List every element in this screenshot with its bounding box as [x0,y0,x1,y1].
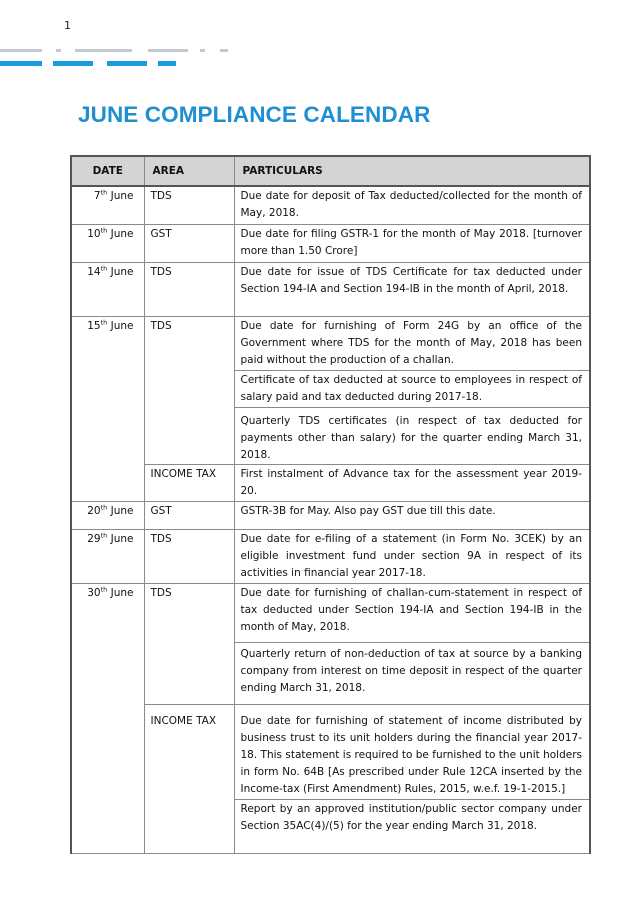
area-cell: INCOME TAX [144,465,234,502]
table-row [71,317,590,371]
header-particulars: PARTICULARS [234,156,590,186]
particulars-cell: Due date for furnishing of Form 24G by an office of the Government where TDS for the month of May, 2018 has been paid without the production of a challan. [234,317,590,371]
area-cell: GST [144,502,234,530]
date-cell: 10th June [71,225,144,263]
table-row [71,530,590,584]
particulars-cell: Due date for deposit of Tax deducted/collected for the month of May, 2018. [234,186,590,225]
particulars-cell: Due date for issue of TDS Certificate for tax deducted under Section 194-IA and Section 194-IB in the month of April, 2018. [234,263,590,317]
header-area: AREA [144,156,234,186]
particulars-cell: GSTR-3B for May. Also pay GST due till this date. [234,502,590,530]
date-cell: 7th June [71,186,144,225]
table-row [71,465,590,502]
date-cell: 20th June [71,502,144,530]
table-row [71,502,590,530]
table-row [71,225,590,263]
area-cell: TDS [144,530,234,584]
particulars-cell: Due date for e-filing of a statement (in Form No. 3CEK) by an eligible investment fund under section 9A in respect of its activities in financial year 2017-18. [234,530,590,584]
date-cell: 15th June [71,317,144,502]
particulars-cell: Certificate of tax deducted at source to employees in respect of salary paid and tax deducted during 2017-18. [234,371,590,408]
header-decoration [0,49,260,69]
particulars-cell: Due date for filing GSTR-1 for the month of May 2018. [turnover more than 1.50 Crore] [234,225,590,263]
date-cell: 14th June [71,263,144,317]
page-title: JUNE COMPLIANCE CALENDAR [78,102,431,127]
area-cell: TDS [144,263,234,317]
area-cell: TDS [144,584,234,705]
table-row [71,705,590,800]
page-number: 1 [64,19,71,32]
area-cell: TDS [144,317,234,465]
particulars-cell: Quarterly TDS certificates (in respect of tax deducted for payments other than salary) for the quarter ending March 31, 2018. [234,408,590,465]
table-row [71,186,590,225]
particulars-cell: Due date for furnishing of statement of income distributed by business trust to its unit holders during the financial year 2017-18. This statement is required to be furnished to the unit holders in form No. 64B [As prescribed under Rule 12CA inserted by the Income-tax (First Amendment) Rules, 2015, w.e.f. 19-1-2015.] [234,705,590,800]
compliance-table [70,155,591,854]
area-cell: INCOME TAX [144,705,234,854]
area-cell: GST [144,225,234,263]
particulars-cell: Due date for furnishing of challan-cum-statement in respect of tax deducted under Section 194-IA and Section 194-IB in the month of May, 2018. [234,584,590,643]
particulars-cell: Quarterly return of non-deduction of tax at source by a banking company from interest on time deposit in respect of the quarter ending March 31, 2018. [234,643,590,705]
particulars-cell: First instalment of Advance tax for the assessment year 2019-20. [234,465,590,502]
particulars-cell: Report by an approved institution/public sector company under Section 35AC(4)/(5) for the year ending March 31, 2018. [234,800,590,854]
area-cell: TDS [144,186,234,225]
date-cell: 29th June [71,530,144,584]
date-cell: 30th June [71,584,144,854]
table-header-row [71,156,590,186]
header-date: DATE [71,156,144,186]
table-row [71,584,590,643]
table-row [71,263,590,317]
